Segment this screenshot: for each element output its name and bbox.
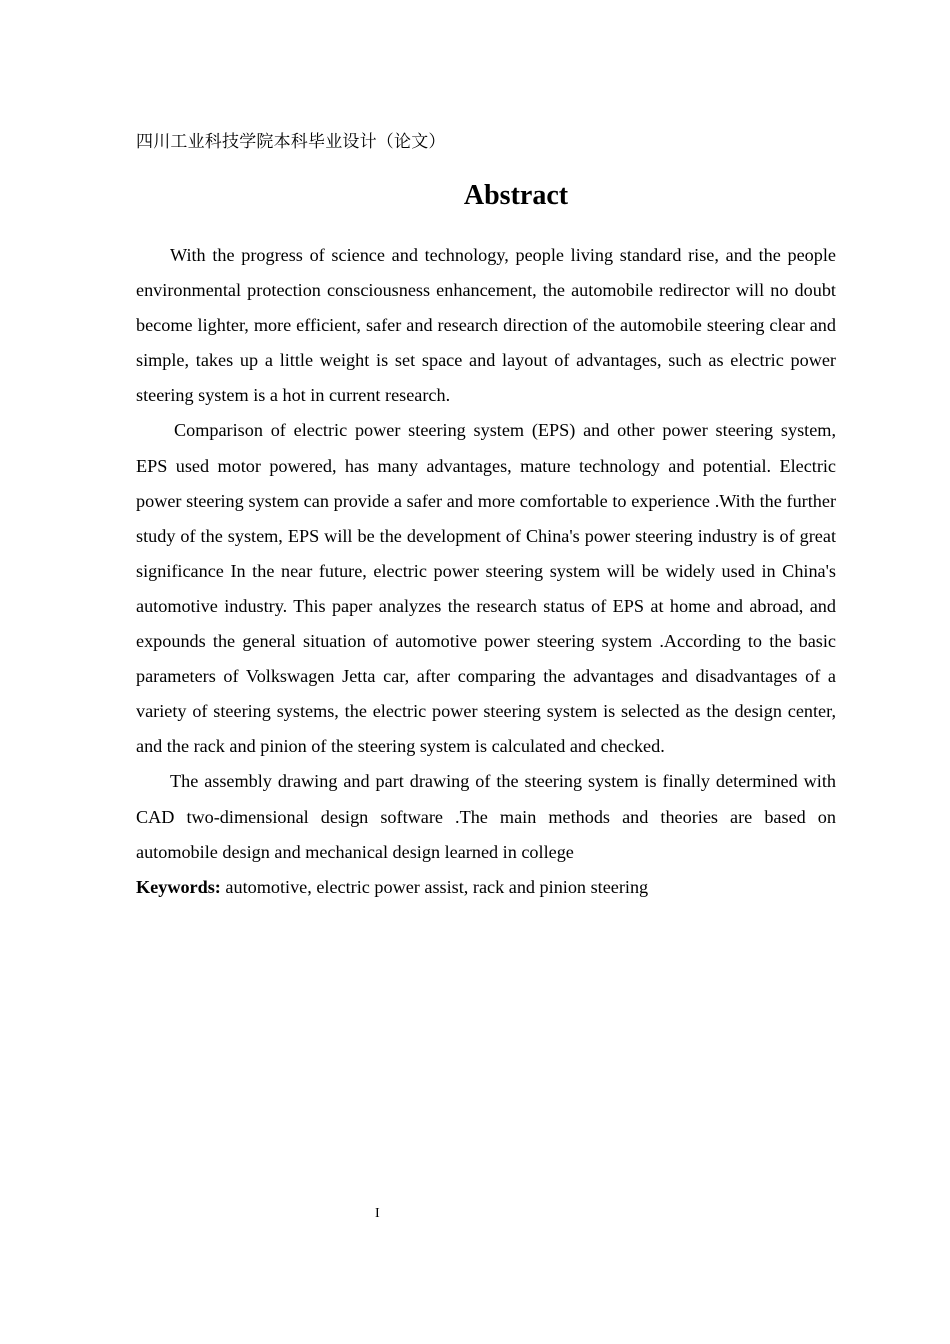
keywords-line — [136, 870, 836, 905]
abstract-body — [136, 238, 836, 905]
page-number: I — [375, 1206, 380, 1221]
keywords-text: automotive, electric power assist, rack and pinion steering — [220, 876, 649, 897]
abstract-paragraph-1: With the progress of science and technology, people living standard rise, and the people environmental protection consciousness enhancement, the automobile redirector will no doubt become lighter, more efficient, safer and research direction of the automobile steering clear and simple, takes up a little weight is set space and layout of advantages, such as electric power steering system is a hot in current research. — [136, 245, 836, 406]
abstract-title: Abstract — [463, 180, 569, 211]
abstract-paragraph-3: The assembly drawing and part drawing of the steering system is finally determined with CAD two-dimensional design software .The main methods and theories are based on automobile design and mechanical design learned in college — [136, 771, 836, 862]
running-header: 四川工业科技学院本科毕业设计（论文） — [136, 132, 446, 152]
keywords-label: Keywords: — [136, 876, 221, 897]
abstract-paragraph-2: Comparison of electric power steering system (EPS) and other power steering system, EPS used motor powered, has many advantages, mature technology and potential. Electric power steering system can provide a safer and more comfortable to experience .With the further study of the system, EPS will be the development of China's power steering industry is of great significance In the near future, electric power steering system will be widely used in China's automotive industry. This paper analyzes the research status of EPS at home and abroad, and expounds the general situation of automotive power steering system .According to the basic parameters of Volkswagen Jetta car, after comparing the advantages and disadvantages of a variety of steering systems, the electric power steering system is selected as the design center, and the rack and pinion of the steering system is calculated and checked. — [136, 420, 836, 757]
